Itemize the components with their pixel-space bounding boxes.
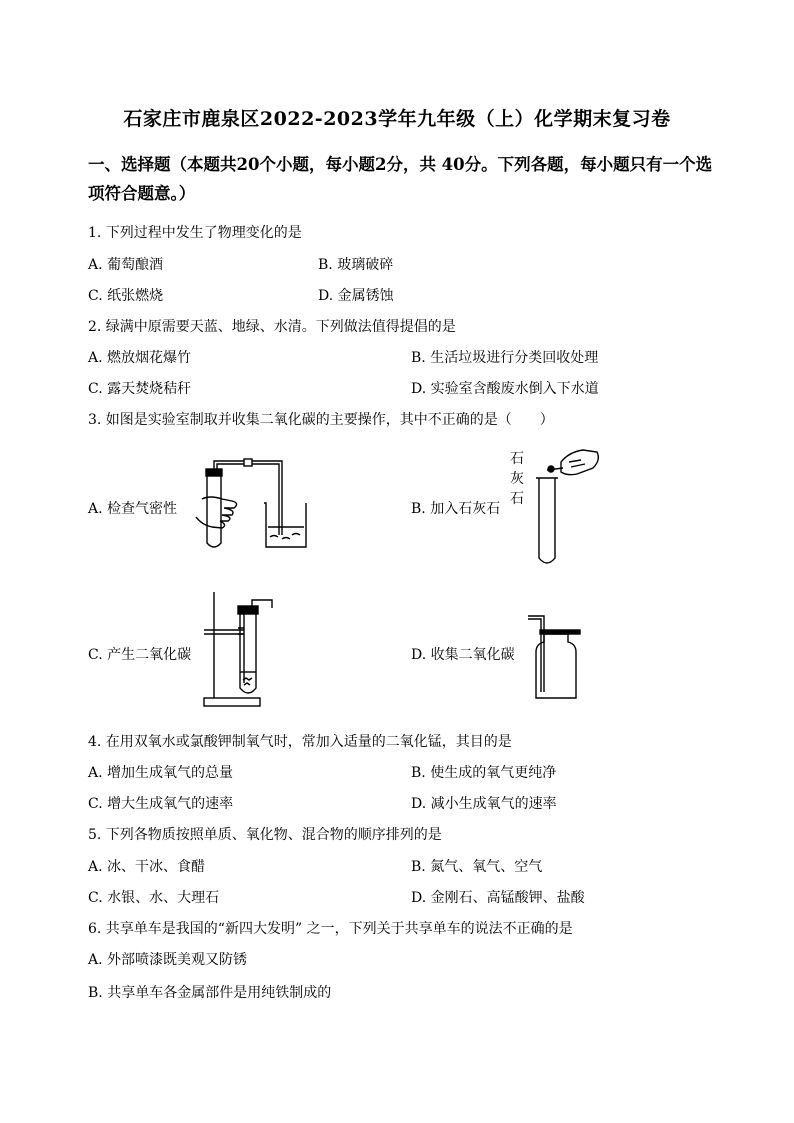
q4-option-a: A. 增加生成氧气的总量 (88, 765, 234, 781)
question-4-stem: 4. 在用双氧水或氯酸钾制氧气时，常加入适量的二氧化锰，其目的是 (88, 734, 512, 750)
q6-option-a: A. 外部喷漆既美观又防锈 (88, 952, 248, 968)
q4-option-b: B. 使生成的氧气更纯净 (411, 765, 557, 781)
figure-label-char-3: 石 (510, 491, 524, 507)
figure-label-char-2: 灰 (510, 471, 524, 487)
q2-option-d: D. 实验室含酸废水倒入下水道 (411, 381, 599, 397)
q2-option-a: A. 燃放烟花爆竹 (88, 350, 192, 366)
page-title: 石家庄市鹿泉区2022-2023学年九年级（上）化学期末复习卷 (123, 108, 671, 130)
q3-option-c: C. 产生二氧化碳 (88, 647, 192, 663)
q1-option-c: C. 纸张燃烧 (88, 288, 164, 304)
q3-option-b: B. 加入石灰石 (411, 501, 501, 517)
question-2-stem: 2. 绿满中原需要天蓝、地绿、水清。下列做法值得提倡的是 (88, 319, 456, 335)
q1-option-a: A. 葡萄酿酒 (88, 257, 164, 273)
q5-option-d: D. 金刚石、高锰酸钾、盐酸 (411, 890, 585, 906)
question-5-stem: 5. 下列各物质按照单质、氧化物、混合物的顺序排列的是 (88, 827, 442, 843)
figure-generating-co2 (200, 588, 280, 714)
figure-adding-limestone (507, 446, 607, 575)
q3-option-a: A. 检查气密性 (88, 501, 178, 517)
section-heading-cont: 项符合题意。） (88, 184, 196, 203)
section-heading: 一、选择题（本题共20个小题，每小题2分，共 40分。下列各题，每小题只有一个选 (88, 155, 713, 174)
figure-label-char-1: 石 (510, 451, 524, 467)
q6-option-b: B. 共享单车各金属部件是用纯铁制成的 (88, 985, 332, 1001)
q5-option-a: A. 冰、干冰、食醋 (88, 859, 206, 875)
q2-option-b: B. 生活垃圾进行分类回收处理 (411, 350, 599, 366)
q3-option-d: D. 收集二氧化碳 (411, 647, 515, 663)
q5-option-b: B. 氮气、氧气、空气 (411, 859, 543, 875)
question-6-stem: 6. 共享单车是我国的“新四大发明” 之一，下列关于共享单车的说法不正确的是 (88, 921, 573, 937)
q5-option-c: C. 水银、水、大理石 (88, 890, 220, 906)
figure-airtightness-check (182, 455, 312, 559)
q1-option-b: B. 玻璃破碎 (318, 257, 394, 273)
figure-collecting-co2 (528, 612, 584, 706)
question-3-stem: 3. 如图是实验室制取并收集二氧化碳的主要操作，其中不正确的是（ ） (88, 412, 554, 428)
q2-option-c: C. 露天焚烧秸秆 (88, 381, 192, 397)
q4-option-c: C. 增大生成氧气的速率 (88, 796, 234, 812)
q1-option-d: D. 金属锈蚀 (318, 288, 394, 304)
question-1-stem: 1. 下列过程中发生了物理变化的是 (88, 225, 302, 241)
q4-option-d: D. 减小生成氧气的速率 (411, 796, 557, 812)
